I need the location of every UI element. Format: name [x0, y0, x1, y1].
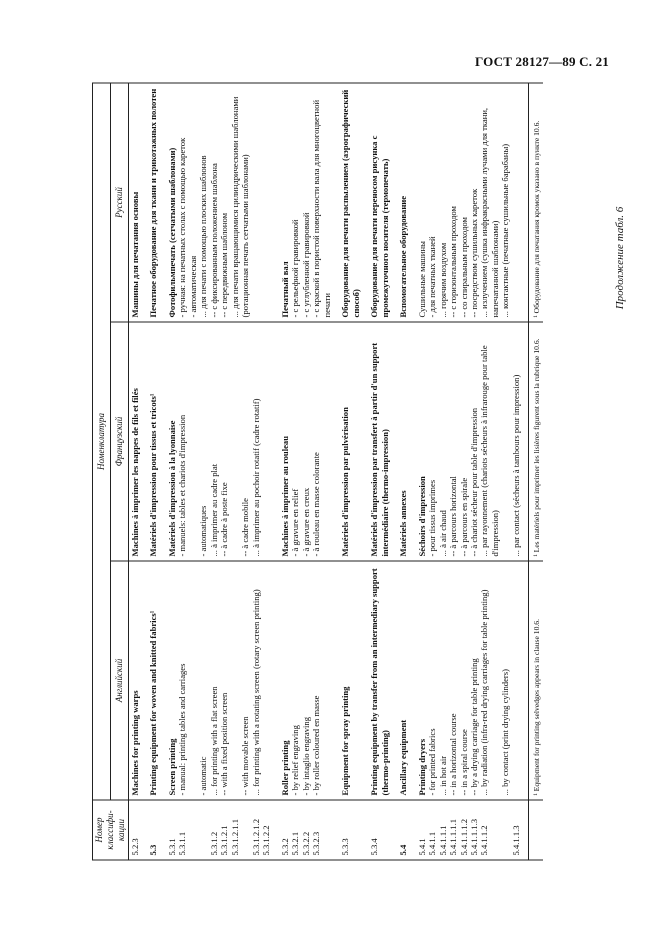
page-header: ГОСТ 28127—89 С. 21 [475, 54, 609, 69]
term-line: -- с фиксированным положением шаблона [208, 163, 219, 318]
term-english [279, 561, 333, 800]
term-line: -- с горизонтальным проходом [448, 206, 459, 318]
term-line: -- посредством сушильных кареток [468, 188, 479, 318]
term-line: -- à cadre à poste fixe [219, 482, 230, 557]
term-french: Machines à imprimer les nappes de fils et filés [128, 322, 141, 561]
term-russian [166, 83, 273, 322]
term-line: -- à cadre mobile [240, 498, 251, 557]
column-header-french: Французский [110, 322, 128, 561]
term-french: Matériels d'impression par pulvérisation [339, 322, 362, 561]
term-line: - pour tissus imprimes [427, 479, 438, 557]
term-line: - автоматическая [187, 255, 198, 318]
term-english: Ancillary equipment [397, 561, 409, 800]
row-number: 5.3 [147, 800, 159, 860]
term-line: -- à parcours en spirale [458, 477, 469, 557]
table-row [128, 83, 141, 860]
term-english: Equipment for spray printing [339, 561, 362, 800]
row-number: 5.2.3 [128, 800, 141, 860]
term-russian: Оборудование для печати переносом рисунка с промежуточного носителя (термопечать) [368, 83, 391, 322]
term-line: Matériels d'impression à la lyonnaise [166, 420, 177, 557]
term-line: Фотофильмпечать (сетчатыми шаблонами) [166, 147, 177, 318]
term-line: -- à chariot sécheur pour table d'impression [468, 407, 479, 557]
term-french [279, 322, 333, 561]
term-line: - ручная: на печатных столах с помощью кареток [177, 137, 188, 318]
table-row [339, 83, 362, 860]
term-french [416, 322, 523, 561]
term-english [416, 561, 523, 800]
term-line: ... à air chaud [437, 510, 448, 557]
term-line: ... à imprimer au pochoir rotatif (cadre rotatif) [250, 398, 261, 557]
term-french [166, 322, 273, 561]
term-line: - с рельефной гравировкой [290, 219, 301, 318]
term-line: ... для печати вращающимися цилиндрическими шаблонами (ротационная печать сетчатыми шаблонами) [229, 96, 251, 318]
term-english: Machines for printing warps [128, 561, 141, 800]
term-english: Printing equipment by transfer from an intermediary support (thermo-printing) [368, 561, 391, 800]
term-line: -- in a horizontal course [448, 713, 459, 796]
term-french: Matériels d'impression par transfert à partir d'un support intermédiaire (thermo-impression) [368, 322, 391, 561]
term-russian [416, 83, 523, 322]
term-line: Séchoirs d'impression [416, 476, 427, 557]
footnote-row [528, 83, 543, 860]
term-line: - manual: printing tables and carriages [177, 663, 188, 796]
term-line: - for printed fabrics [427, 728, 438, 796]
term-line: ... for printing with a flat screen [208, 686, 219, 796]
rotated-table-container [92, 84, 598, 861]
column-header-russian: Русский [110, 83, 128, 322]
term-line: ... à imprimer au cadre plat [208, 463, 219, 557]
table-continuation-caption: Продолжение табл. 6 [614, 206, 626, 310]
term-french: Matériels annexes [397, 322, 409, 561]
term-line: - для печатных тканей [427, 236, 438, 318]
term-line: - manuels: tables et chariots d'impression [177, 414, 188, 557]
row-number: 5.4 [397, 800, 409, 860]
term-line: -- with movable screen [240, 716, 251, 796]
row-number: 5.3.3 [339, 800, 362, 860]
table-row [397, 83, 409, 860]
row-number: 5.4.1 5.4.1.1 5.4.1.1.1 5.4.1.1.1.1 5.4.1.1.1.2 5.4.1.1.1.3 5.4.1.1.2 5.4.1.1.3 [416, 800, 523, 860]
term-line: Screen printing [166, 738, 177, 796]
term-russian: Вспомогательное оборудование [397, 83, 409, 322]
footnote-english: ¹ Equipment for printing selvedges appears in clause 10.6. [528, 561, 543, 800]
term-line: Roller printing [279, 740, 290, 796]
row-number: 5.3.2 5.3.2.1 5.3.2.2 5.3.2.3 [279, 800, 333, 860]
term-russian: Оборудование для печати распылением (аэрографический способ) [339, 83, 362, 322]
term-line: Печатный вал [279, 261, 290, 318]
row-number: 5.3.4 [368, 800, 391, 860]
term-line: ... par contact (sécheurs à tambours pour impression) [510, 374, 521, 557]
term-line: - à gravure en creux [300, 487, 311, 557]
term-line: ... par rayonnement (chariots sécheurs à infrarouge pour table d'impression) [479, 345, 500, 557]
term-line: -- with a fixed position screen [219, 692, 230, 796]
term-line: -- in a spiral course [458, 729, 469, 796]
term-line: - by intaglio engraving [300, 716, 311, 796]
term-line: ... горячим воздухом [437, 242, 448, 318]
term-line: -- by a drying carriage for table printing [468, 658, 479, 796]
term-line: - by roller coloured en masse [311, 695, 322, 796]
term-line: ... излучением (сушка инфракрасными лучами для ткани, напечатанной шаблонами) [479, 107, 500, 318]
term-line: Machines à imprimer au rouleau [279, 436, 290, 557]
term-russian [279, 83, 333, 322]
term-english [166, 561, 273, 800]
row-number: 5.3.1 5.3.1.1 5.3.1.2 5.3.1.2.1 5.3.1.2.1.1 5.3.1.2.1.2 5.3.1.2.2 [166, 800, 273, 860]
classification-table [92, 82, 543, 860]
table-row [166, 83, 273, 860]
term-line: - с углубленной гравировкой [300, 212, 311, 318]
table-row [416, 83, 523, 860]
term-line: ... by contact (print drying cylinders) [500, 669, 511, 796]
term-line: - с краской в пористой поверхности вала для многоцветной печати [311, 99, 332, 318]
term-french: Matériels d'impression pour tissus et tricots¹ [147, 322, 159, 561]
table-row [279, 83, 333, 860]
column-header-number: Номер классификации [93, 800, 129, 860]
term-line: -- со спиральным проходом [458, 217, 469, 318]
term-line: ... for printing with a rotating screen (rotary screen printing) [250, 589, 261, 796]
term-line: ... для печати с помощью плоских шаблонов [198, 155, 209, 318]
term-line: -- à parcours horizontal [448, 476, 459, 557]
footnote-russian: ¹ Оборудование для печатания кромок указано в пункте 10.6. [528, 83, 543, 322]
term-russian: Машины для печатания основы [128, 83, 141, 322]
term-line: - automatic [198, 756, 209, 796]
term-line: Сушильные машины [416, 241, 427, 318]
term-line: -- с передвижным шаблоном [219, 212, 230, 318]
term-russian: Печатное оборудование для ткани и трикотажных полотен [147, 83, 159, 322]
term-line: ... by radiation (infra-red drying carriages for table printing) [479, 589, 490, 796]
term-line: - by relief engraving [290, 725, 301, 796]
term-line: - automatiques [198, 505, 209, 557]
column-header-english: Английский [110, 561, 128, 800]
term-line: Printing dryers [416, 738, 427, 796]
column-header-nomenclature: Номенклатура [93, 83, 111, 800]
footnote-french: ¹ Les matériels pour imprimer les lisières figurent sous la rubrique 10.6. [528, 322, 543, 561]
term-line: - à rouleau en masse colorante [311, 452, 322, 557]
term-line: - à gravure en relief [290, 488, 301, 557]
term-english: Printing equipment for woven and knitted fabrics¹ [147, 561, 159, 800]
table-row [147, 83, 159, 860]
term-line: ... контактные (печатные сушильные барабаны) [500, 143, 511, 318]
table-row [368, 83, 391, 860]
term-line: ... in hot air [437, 755, 448, 796]
